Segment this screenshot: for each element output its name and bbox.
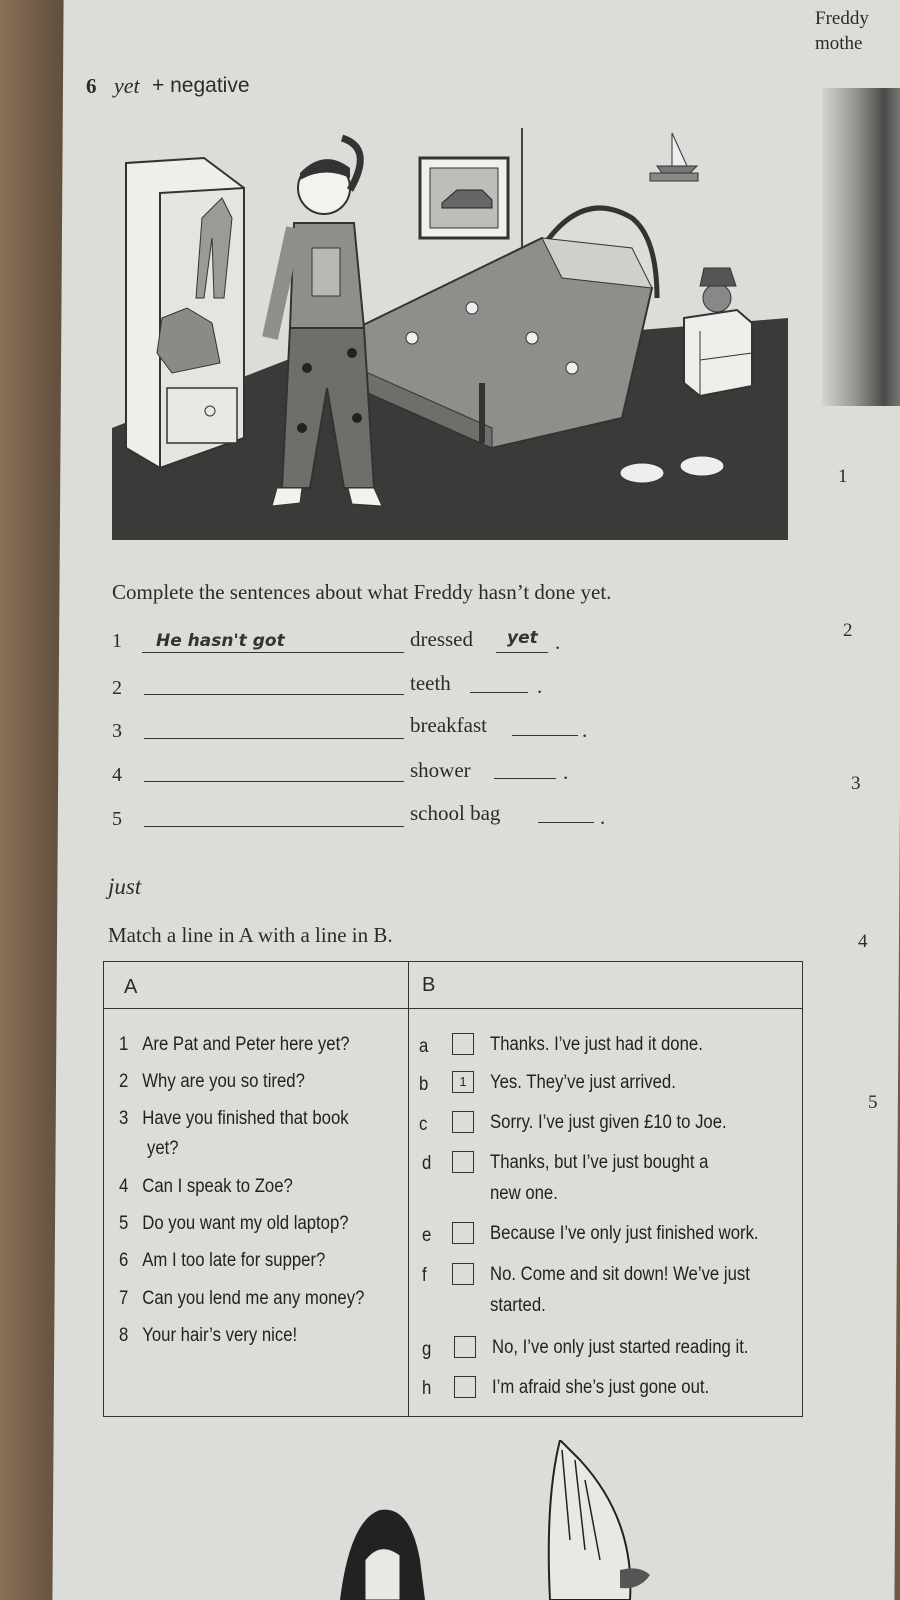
a-item-8: 8 Your hair’s very nice!	[119, 1325, 298, 1346]
item-1-word: dressed	[410, 627, 473, 651]
a-item-2: 2 Why are you so tired?	[119, 1071, 305, 1092]
a-item-5: 5 Do you want my old laptop?	[119, 1213, 349, 1234]
b-item-h-letter: h	[422, 1378, 432, 1399]
item-4-word: shower	[410, 758, 471, 782]
item-3-yet-line[interactable]	[512, 735, 578, 736]
b-item-b-letter: b	[419, 1074, 429, 1095]
exercise-title-yet: yet	[114, 73, 140, 98]
b-item-c-answer-box[interactable]	[452, 1111, 474, 1133]
b-item-h-text: I’m afraid she’s just gone out.	[492, 1377, 710, 1398]
margin-number-3: 3	[851, 773, 861, 794]
wardrobe	[126, 158, 244, 468]
a-item-3-continued: yet?	[147, 1138, 179, 1159]
item-4-answer-line[interactable]	[144, 781, 404, 782]
item-3-answer-line[interactable]	[144, 738, 404, 739]
bottom-illustration	[330, 1440, 670, 1600]
a-item-1: 1 Are Pat and Peter here yet?	[119, 1034, 350, 1055]
exercise-number: 6	[86, 74, 97, 98]
b-item-f-text: No. Come and sit down! We’ve just	[490, 1264, 750, 1285]
item-1-number: 1	[112, 630, 122, 652]
item-1-answer-line[interactable]	[142, 652, 404, 653]
b-item-d-answer-box[interactable]	[452, 1151, 474, 1173]
item-1-yet-text: yet	[507, 628, 538, 648]
b-item-d-text-continued: new one.	[490, 1183, 558, 1204]
table-header-divider	[104, 1008, 802, 1009]
item-4-yet-line[interactable]	[494, 778, 556, 779]
just-heading: just	[108, 874, 142, 899]
column-b-header: B	[422, 974, 436, 996]
b-item-d-letter: d	[422, 1153, 432, 1174]
b-item-a-letter: a	[419, 1036, 429, 1057]
b-item-c-letter: c	[419, 1114, 428, 1135]
margin-number-4: 4	[858, 931, 868, 952]
item-3-end: .	[582, 718, 588, 742]
exercise-title-rest: + negative	[152, 74, 250, 97]
item-2-yet-line[interactable]	[470, 692, 528, 693]
slipper-left	[620, 463, 664, 483]
item-2-word: teeth	[410, 671, 451, 695]
b-item-e-text: Because I’ve only just finished work.	[490, 1223, 759, 1244]
item-4-number: 4	[112, 764, 122, 786]
b-item-b-answer-box[interactable]: 1	[452, 1071, 474, 1093]
b-item-g-answer-box[interactable]	[454, 1336, 476, 1358]
b-item-d-text: Thanks, but I’ve just bought a	[490, 1152, 709, 1173]
a-item-4: 4 Can I speak to Zoe?	[119, 1176, 293, 1197]
item-3-word: breakfast	[410, 713, 487, 737]
b-item-e-letter: e	[422, 1225, 432, 1246]
exercise-instruction: Complete the sentences about what Freddy hasn’t done yet.	[112, 580, 612, 604]
item-1-yet-line[interactable]	[496, 652, 548, 653]
item-2-number: 2	[112, 677, 122, 699]
b-item-h-answer-box[interactable]	[454, 1376, 476, 1398]
item-4-end: .	[563, 760, 569, 784]
slipper-right	[680, 456, 724, 476]
b-item-a-answer-box[interactable]	[452, 1033, 474, 1055]
item-5-answer-line[interactable]	[144, 826, 404, 827]
margin-number-2: 2	[843, 620, 853, 641]
b-item-g-letter: g	[422, 1339, 432, 1360]
item-3-number: 3	[112, 720, 122, 742]
b-item-f-answer-box[interactable]	[452, 1263, 474, 1285]
just-instruction: Match a line in A with a line in B.	[108, 923, 393, 947]
margin-name-freddy: Freddy	[815, 8, 869, 29]
a-item-6: 6 Am I too late for supper?	[119, 1250, 326, 1271]
b-item-f-letter: f	[422, 1265, 427, 1286]
b-item-c-text: Sorry. I’ve just given £10 to Joe.	[490, 1112, 727, 1133]
b-item-b-text: Yes. They’ve just arrived.	[490, 1072, 676, 1093]
a-item-7: 7 Can you lend me any money?	[119, 1288, 365, 1309]
margin-name-mother: mothe	[815, 33, 863, 54]
b-item-e-answer-box[interactable]	[452, 1222, 474, 1244]
b-item-a-text: Thanks. I’ve just had it done.	[490, 1034, 703, 1055]
margin-number-1: 1	[838, 466, 848, 487]
item-1-end: .	[555, 630, 561, 654]
column-a-header: A	[124, 976, 138, 998]
item-5-end: .	[600, 805, 606, 829]
item-5-number: 5	[112, 808, 122, 830]
b-item-f-text-continued: started.	[490, 1295, 546, 1316]
car-picture	[420, 158, 508, 238]
item-5-word: school bag	[410, 801, 501, 825]
bedroom-illustration	[112, 128, 788, 540]
item-2-end: .	[537, 674, 543, 698]
b-item-g-text: No, I’ve only just started reading it.	[492, 1337, 749, 1358]
margin-illustration	[822, 88, 900, 406]
item-5-yet-line[interactable]	[538, 822, 594, 823]
a-item-3: 3 Have you finished that book	[119, 1108, 349, 1129]
item-1-answer-text: He hasn't got	[156, 631, 285, 651]
table-column-divider	[408, 962, 409, 1416]
margin-number-5: 5	[868, 1092, 878, 1113]
item-2-answer-line[interactable]	[144, 694, 404, 695]
